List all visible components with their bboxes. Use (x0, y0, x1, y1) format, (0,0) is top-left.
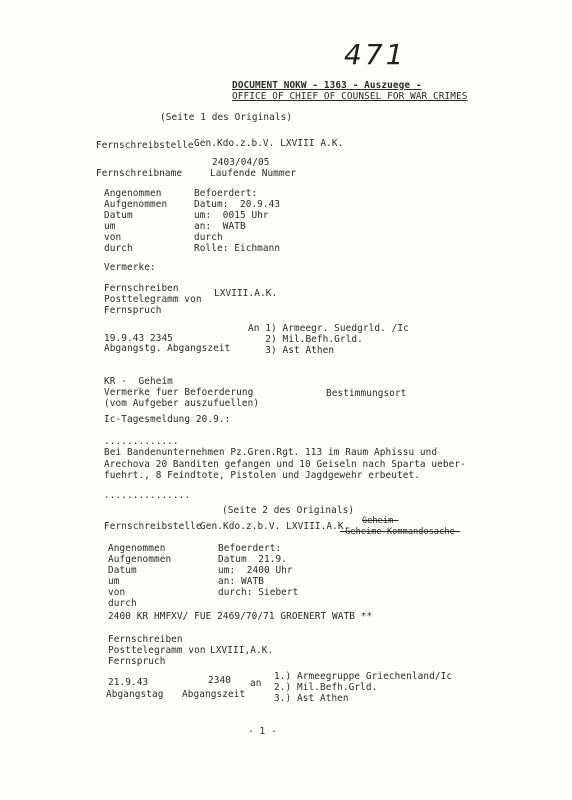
seite-1-label: (Seite 1 des Originals) (160, 112, 293, 123)
forwarded-block-2: Befoerdert: Datum 21.9. um: 2400 Uhr an: WATB durch: Siebert (218, 543, 299, 598)
an-label-2: an (250, 678, 262, 689)
fernschreibstelle-label-2: Fernschreibstelle (104, 521, 202, 532)
kr-geheim-block: KR - Geheim Vermerke fuer Befoerderung (vom Aufgeber auszufuellen) (104, 376, 260, 409)
time-label-2: Abgangszeit (182, 689, 246, 700)
laufende-nummer-label: Laufende Nummer (210, 168, 297, 179)
date-2: 21.9.43 (108, 677, 149, 688)
fernschreibstelle-value-1: Gen.Kdo.z.b.V. LXVIII A.K. (194, 138, 344, 149)
header-line-1: DOCUMENT NOKW - 1363 - Auszuege - (232, 80, 422, 91)
fernschreibname-label: Fernschreibname (96, 168, 183, 179)
dots-2: ............... (104, 490, 191, 501)
tagesmeldung: Ic-Tagesmeldung 20.9.: (104, 414, 231, 425)
forwarded-block-1: Befoerdert: Datum: 20.9.43 um: 0015 Uhr an: WATB durch Rolle: Eichmann (194, 188, 281, 254)
header-line-2: OFFICE OF CHIEF OF COUNSEL FOR WAR CRIMES (232, 91, 468, 102)
recipients-2: 1.) Armeegruppe Griechenland/Ic 2.) Mil.Befh.Grld. 3.) Ast Athen (274, 671, 453, 704)
recipients-1: An 1) Armeegr. Suedgrld. /Ic 2) Mil.Befh.Grld. 3) Ast Athen (248, 323, 409, 356)
seite-2-label: (Seite 2 des Originals) (222, 505, 355, 516)
report-body: Bei Bandenunternehmen Pz.Gren.Rgt. 113 im Raum Aphissu und Arechova 20 Banditen gefangen und 10 Geiseln nach Sparta ueber- fuehrt., 8 Feindtote, Pistolen und Jagdgewehr erbeutet. (104, 447, 466, 481)
form-types-2: Fernschreiben Posttelegramm von Fernspruch (108, 634, 206, 667)
fernschreibstelle-value-2: Gen.Kdo.z.b.V. LXVIII.A.K. (200, 521, 350, 532)
handwritten-page-number: 471 (344, 38, 407, 71)
date-time-labels-1: Abgangstg. Abgangszeit (104, 343, 231, 354)
struck-classification: -Geheime-Kommandosache- (340, 527, 461, 537)
struck-classification-top: Geheim- (362, 516, 399, 526)
sender-2: LXVIII,A.K. (210, 645, 274, 656)
dots-1: ............. (104, 436, 179, 447)
date-label-2: Abgangstag (106, 689, 164, 700)
date-time-1: 19.9.43 2345 (104, 333, 173, 344)
sender-1: LXVIII.A.K. (214, 288, 278, 299)
laufende-nummer-value: 2403/04/05 (212, 157, 270, 168)
fernschreibstelle-label-1: Fernschreibstelle (96, 140, 194, 151)
routing-line: 2400 KR HMFXV/ FUE 2469/70/71 GROENERT WATB ** (108, 611, 373, 622)
time-2: 2340 (208, 675, 231, 686)
form-types-1: Fernschreiben Posttelegramm von Fernspruch (104, 283, 202, 316)
vermerke-label: Vermerke: (104, 262, 156, 273)
bestimmungsort-label: Bestimmungsort (326, 388, 407, 399)
received-labels-2: Angenommen Aufgenommen Datum um von durch (108, 543, 172, 609)
received-labels-1: Angenommen Aufgenommen Datum um von durch (104, 188, 168, 254)
footer-page-number: - 1 - (248, 726, 277, 737)
